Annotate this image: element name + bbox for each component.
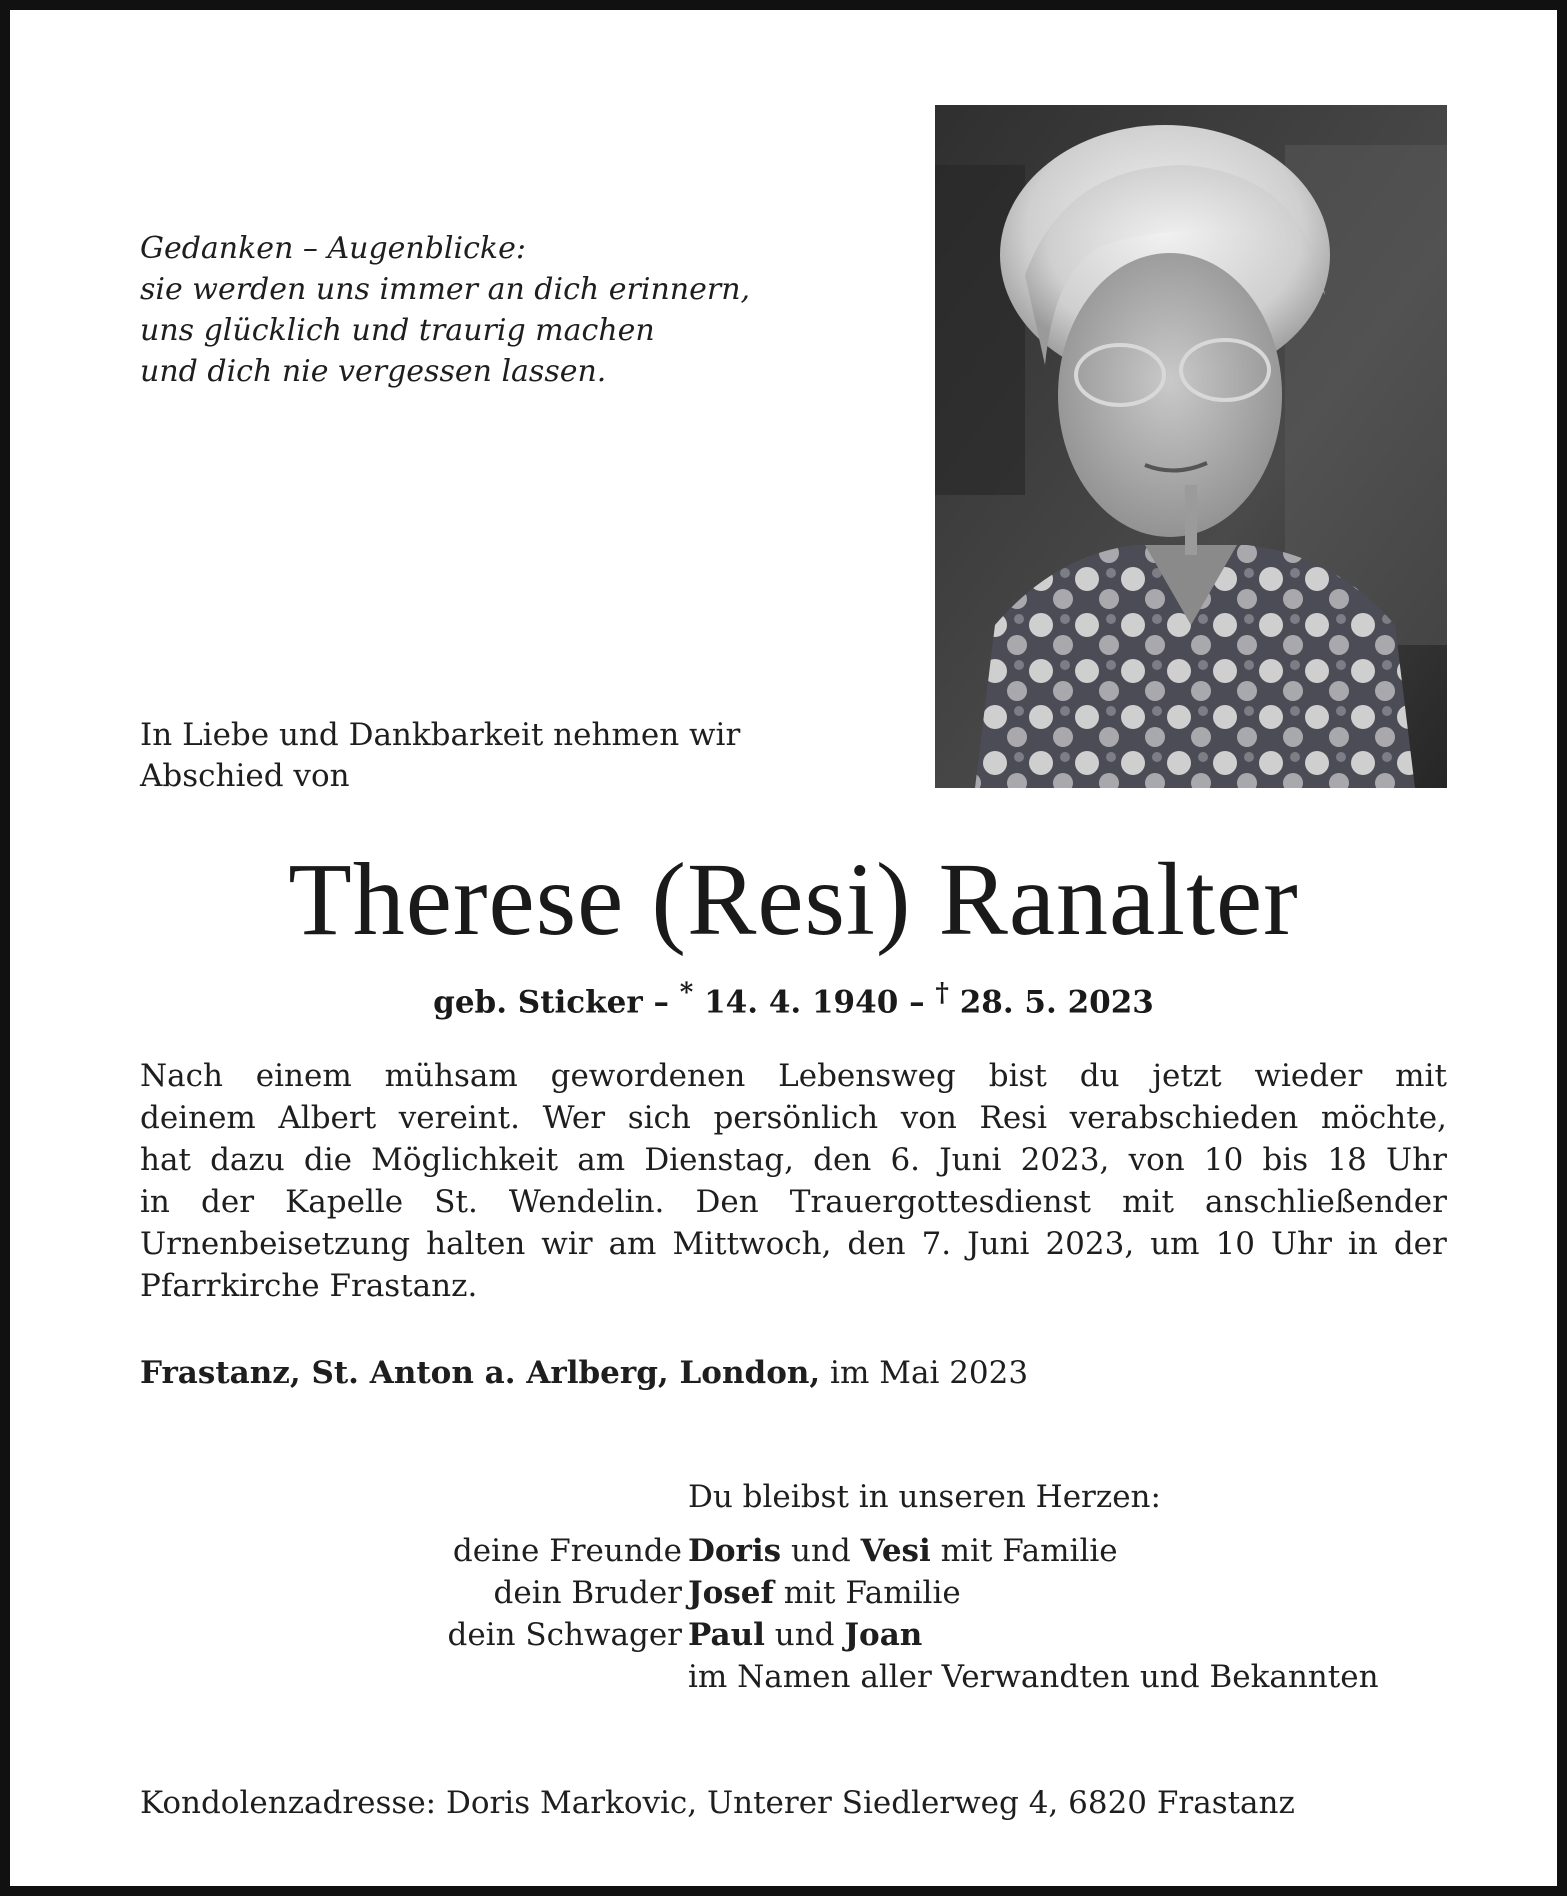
body-word: mit [1395,1058,1447,1094]
birth-name: geb. Sticker [433,984,643,1021]
body-word: die [303,1142,352,1178]
family-suffix: mit Familie [930,1533,1118,1569]
body-line [140,1139,1447,1181]
body-word: den [813,1142,872,1178]
body-word: von [900,1100,957,1136]
body-word: halten [426,1226,526,1262]
body-word: Uhr [1271,1226,1332,1262]
mourner-names [688,1530,1118,1572]
body-word: mit [1122,1184,1174,1220]
body-word: Möglichkeit [371,1142,559,1178]
signoff-heading: Du bleibst in unseren Herzen: [688,1479,1161,1515]
body-word: verabschieden [1069,1100,1299,1136]
body-word: Wer [542,1100,606,1136]
conjunction: und [764,1617,845,1653]
family-suffix: mit Familie [773,1575,961,1611]
body-word: der [1393,1226,1447,1262]
body-word: um [1150,1226,1200,1262]
body-word: du [1079,1058,1120,1094]
poem-line: Gedanken – Augenblicke: [140,231,526,266]
conjunction: und [781,1533,861,1569]
mourner-name: Doris [688,1533,782,1569]
body-word: bis [1262,1142,1309,1178]
mourner-name: Joan [844,1617,923,1653]
body-word: in [140,1184,170,1220]
places: Frastanz, St. Anton a. Arlberg, London, [140,1355,821,1391]
body-word: 10 [1203,1142,1244,1178]
body-word: anschließender [1205,1184,1447,1220]
body-line [140,1055,1447,1097]
body-word: möchte, [1320,1100,1447,1136]
body-word: Den [695,1184,759,1220]
body-word: wir [541,1226,593,1262]
body-word: 2023, [1045,1226,1135,1262]
body-word: Urnenbeisetzung [140,1226,411,1262]
body-word: bist [988,1058,1047,1094]
separator: – [898,984,936,1021]
closing-line: im Namen aller Verwandten und Bekannten [688,1659,1379,1695]
mourner-name: Paul [688,1617,765,1653]
body-word: 7. [921,1226,952,1262]
body-word: Albert [278,1100,377,1136]
poem-line: sie werden uns immer an dich erinnern, [140,272,751,307]
place-date [140,1352,1028,1394]
body-word: jetzt [1152,1058,1222,1094]
portrait-photo [935,105,1447,788]
relation: dein Schwager [447,1617,682,1653]
mourner-row [10,1656,1567,1698]
body-word: hat [140,1142,191,1178]
poem-line: uns glücklich und traurig machen [140,313,655,348]
mourner-name: Josef [688,1575,774,1611]
body-word: vereint. [398,1100,520,1136]
body-word: einem [255,1058,352,1094]
intro-line: In Liebe und Dankbarkeit nehmen wir [140,717,741,753]
poem [140,228,750,392]
death-symbol: † [935,978,949,1008]
body-line [140,1181,1447,1223]
body-word: 2023, [1020,1142,1110,1178]
body-word: Trauergottesdienst [789,1184,1092,1220]
body-word: Dienstag, [644,1142,794,1178]
body-line [140,1097,1447,1139]
mourner-names [688,1614,922,1656]
mourner-name: Vesi [860,1533,931,1569]
body-word: St. [434,1184,478,1220]
condolence-address: Kondolenzadresse: Doris Markovic, Unterer Siedlerweg 4, 6820 Frastanz [140,1785,1295,1821]
intro-line: Abschied von [140,758,350,794]
body-word: gewordenen [550,1058,746,1094]
body-word: Juni [939,1142,1002,1178]
body-word: persönlich [713,1100,879,1136]
body-word: den [847,1226,906,1262]
portrait-illustration [935,105,1447,788]
body-word: der [201,1184,255,1220]
birth-date: 14. 4. 1940 [704,984,899,1021]
month-year: im Mai 2023 [820,1355,1029,1391]
deceased-name: Therese (Resi) Ranalter [288,842,1299,957]
body-word: sich [627,1100,691,1136]
body-line: Pfarrkirche Frastanz. [140,1268,478,1304]
body-word: 18 [1327,1142,1367,1178]
birth-death-line [10,973,1567,1022]
body-word: Juni [967,1226,1030,1262]
intro-text [140,715,740,797]
mourners-list [10,1530,1567,1698]
death-date: 28. 5. 2023 [959,984,1154,1021]
body-word: am [608,1226,657,1262]
separator: – [642,984,680,1021]
body-word: Lebensweg [778,1058,956,1094]
body-word: Mittwoch, [672,1226,832,1262]
body-word: dazu [210,1142,285,1178]
mourner-names [688,1572,961,1614]
mourner-row [10,1572,1567,1614]
relation: deine Freunde [452,1533,682,1569]
body-word: wieder [1254,1058,1363,1094]
body-word: Uhr [1386,1142,1447,1178]
relation: dein Bruder [493,1575,682,1611]
body-line [140,1223,1447,1265]
body-word: von [1128,1142,1185,1178]
body-word: in [1347,1226,1378,1262]
body-word: Nach [140,1058,223,1094]
body-word: Wendelin. [508,1184,665,1220]
mourner-row [10,1530,1567,1572]
birth-symbol: * [679,978,694,1008]
body-word: am [577,1142,626,1178]
body-word: Resi [979,1100,1047,1136]
poem-line: und dich nie vergessen lassen. [140,354,607,389]
mourner-row [10,1614,1567,1656]
body-word: mühsam [384,1058,518,1094]
body-word: 10 [1215,1226,1256,1262]
body-word: deinem [140,1100,256,1136]
body-word: Kapelle [285,1184,404,1220]
body-word: 6. [890,1142,921,1178]
obituary-body [140,1055,1447,1307]
